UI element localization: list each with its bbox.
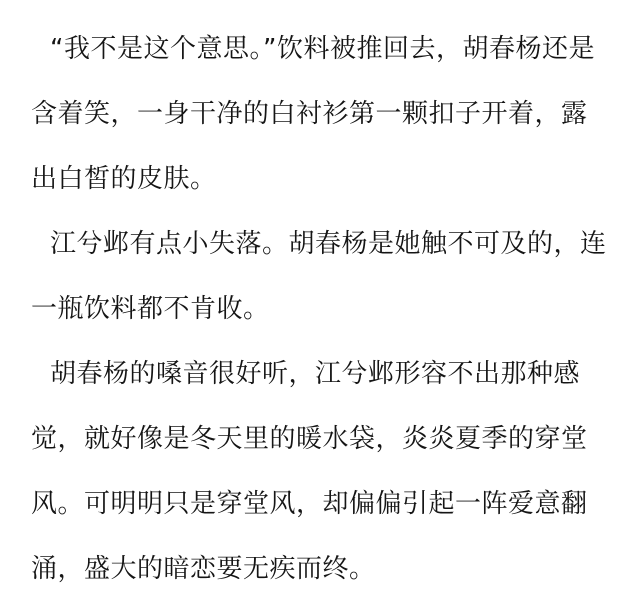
text-line: 江兮邺有点小失落。胡春杨是她触不可及的，连	[50, 229, 607, 259]
text-line: 一瓶饮料都不肯收。	[31, 294, 270, 324]
text-line: 觉，就好像是冬天里的暖水袋，炎炎夏季的穿堂	[31, 424, 588, 454]
paragraph	[31, 342, 604, 602]
text-line: 涌，盛大的暗恋要无疾而终。	[31, 554, 376, 584]
text-line: 胡春杨的嗓音很好听，江兮邺形容不出那种感	[50, 359, 581, 389]
paragraph	[31, 17, 604, 212]
text-line: 风。可明明只是穿堂风，却偏偏引起一阵爱意翻	[31, 489, 588, 519]
paragraph	[31, 212, 607, 342]
text-line: 含着笑，一身干净的白衬衫第一颗扣子开着，露	[31, 99, 588, 129]
text-line: 出白皙的皮肤。	[31, 164, 217, 194]
text-line: “我不是这个意思。”饮料被推回去，胡春杨还是	[50, 34, 595, 64]
